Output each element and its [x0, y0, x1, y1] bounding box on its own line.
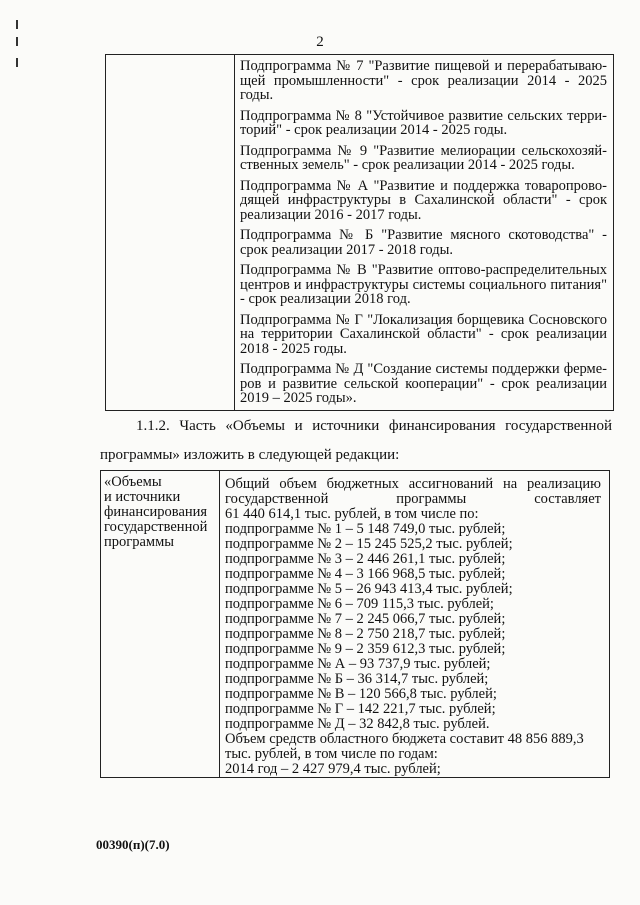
regional-budget-line: Объем средств областного бюджета составит 48 856 889,3	[225, 731, 584, 747]
subprogram-line: 2018 - 2025 годы.	[240, 340, 347, 357]
subprogram-v	[240, 263, 607, 307]
table-right-cell	[235, 55, 614, 411]
subprogram-line: Подпрограмма № 9 "Развитие мелиорации сельскохозяй-	[240, 142, 607, 159]
total-funding: 61 440 614,1 тыс. рублей, в том числе по:	[225, 506, 479, 522]
subprogram-line: 2019 – 2025 годы».	[240, 390, 357, 406]
funding-item: подпрограмме № 3 – 2 446 261,1 тыс. рублей;	[225, 551, 506, 567]
funding-item: подпрограмме № 9 – 2 359 612,3 тыс. рублей;	[225, 641, 506, 657]
label-line: программы	[104, 534, 174, 550]
label-line: и источники	[104, 489, 181, 505]
margin-mark	[16, 20, 18, 29]
subprogram-line: Подпрограмма № В "Развитие оптово-распределительных	[240, 262, 607, 278]
subprograms-table	[105, 54, 614, 411]
subprogram-line: срок реализации 2017 - 2018 годы.	[240, 241, 453, 258]
funding-item: подпрограмме № 5 – 26 943 413,4 тыс. рублей;	[225, 581, 513, 597]
subprogram-8	[240, 109, 607, 138]
funding-table	[100, 470, 610, 778]
subprogram-line: дящей инфраструктуры в Сахалинской области" - срок	[240, 192, 607, 208]
subprogram-line: щей промышленности" - срок реализации 2014 - 2025 годы.	[240, 72, 607, 103]
label-line: государственной	[104, 519, 208, 535]
funding-item: подпрограмме № 7 – 2 245 066,7 тыс. рублей;	[225, 611, 506, 627]
subprogram-line: на территории Сахалинской области" - срок реализации	[240, 326, 607, 342]
subprogram-line: Подпрограмма № А "Развитие и поддержка товаропрово-	[240, 177, 607, 194]
subprogram-b	[240, 228, 607, 257]
funding-content-cell	[220, 471, 610, 778]
subprogram-7	[240, 59, 607, 103]
funding-item: подпрограмме № А – 93 737,9 тыс. рублей;	[225, 656, 491, 672]
margin-mark	[16, 37, 18, 46]
funding-item: подпрограмме № Г – 142 221,7 тыс. рублей;	[225, 701, 496, 717]
subprogram-9	[240, 144, 607, 173]
table-left-cell	[106, 55, 235, 411]
funding-item: подпрограмме № Д – 32 842,8 тыс. рублей.	[225, 716, 490, 732]
intro-line: Общий объем бюджетных ассигнований на реализацию	[225, 476, 601, 492]
document-code: 00390(п)(7.0)	[96, 837, 170, 852]
year-funding-item: 2014 год – 2 427 979,4 тыс. рублей;	[225, 761, 441, 777]
page-number: 2	[316, 34, 324, 50]
subprogram-g	[240, 313, 607, 357]
funding-item: подпрограмме № 8 – 2 750 218,7 тыс. рублей;	[225, 626, 506, 642]
margin-mark	[16, 58, 18, 67]
funding-item: подпрограмме № 6 – 709 115,3 тыс. рублей;	[225, 596, 494, 612]
paragraph-line: программы» изложить в следующей редакции:	[100, 447, 400, 463]
funding-item: подпрограмме № В – 120 566,8 тыс. рублей;	[225, 686, 497, 702]
funding-item: подпрограмме № 1 – 5 148 749,0 тыс. рублей;	[225, 521, 506, 537]
subprogram-line: реализации 2016 - 2017 годы.	[240, 206, 422, 223]
subprogram-line: ров и развитие сельской кооперации" - срок реализации	[240, 375, 607, 392]
intro-line: государственной программы составляет	[225, 491, 601, 507]
subprogram-line: Подпрограмма № Д "Создание системы поддержки ферме-	[240, 361, 607, 377]
subprogram-line: Подпрограмма № Г "Локализация борщевика Сосновского	[240, 311, 607, 328]
subprogram-line: Подпрограмма № Б "Развитие мясного скотоводства" -	[240, 227, 607, 243]
label-line: финансирования	[104, 504, 208, 520]
subprogram-a	[240, 179, 607, 223]
subprogram-line: Подпрограмма № 8 "Устойчивое развитие сельских терри-	[240, 107, 607, 124]
label-line: «Объемы	[104, 474, 162, 490]
funding-item: подпрограмме № Б – 36 314,7 тыс. рублей;	[225, 671, 489, 687]
subprogram-d	[240, 362, 607, 406]
subprogram-line: торий" - срок реализации 2014 - 2025 годы.	[240, 122, 508, 138]
funding-item: подпрограмме № 4 – 3 166 968,5 тыс. рублей;	[225, 566, 506, 582]
funding-item: подпрограмме № 2 – 15 245 525,2 тыс. рублей;	[225, 536, 513, 552]
amendment-paragraph	[100, 412, 612, 470]
subprogram-line: центров и инфраструктуры системы социального питания"	[240, 276, 607, 293]
paragraph-line: 1.1.2. Часть «Объемы и источники финансирования государственной	[136, 418, 612, 434]
subprogram-line: - срок реализации 2018 год.	[240, 291, 411, 307]
funding-label-cell	[101, 471, 220, 778]
regional-budget-line: тыс. рублей, в том числе по годам:	[225, 746, 438, 762]
subprogram-line: Подпрограмма № 7 "Развитие пищевой и перерабатываю-	[240, 58, 607, 74]
subprogram-line: ственных земель" - срок реализации 2014 - 2025 годы.	[240, 157, 575, 173]
